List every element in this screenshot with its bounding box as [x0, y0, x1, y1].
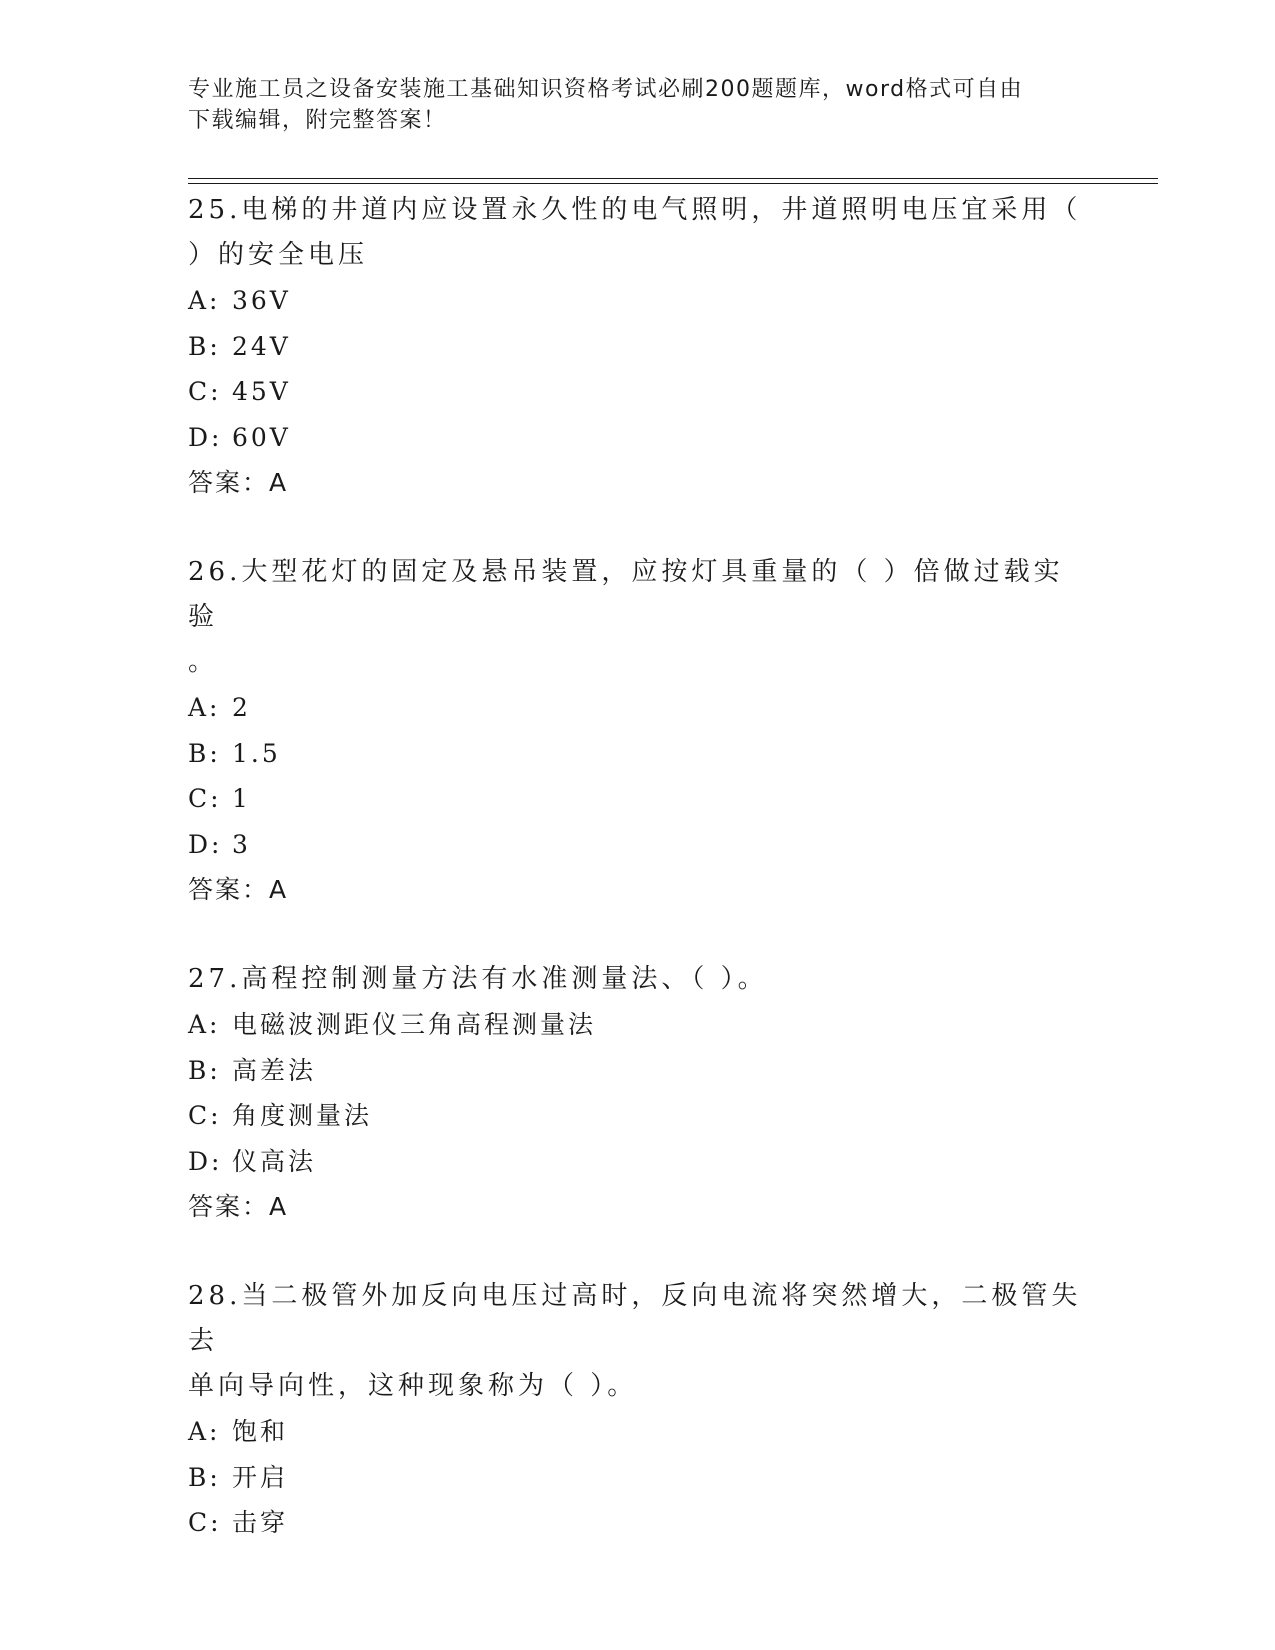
question-stem-cont: ）的安全电压 [188, 240, 369, 270]
question-stem: 25.电梯的井道内应设置永久性的电气照明，井道照明电压宜采用（ [188, 195, 1082, 225]
option-text: 高差法 [232, 1055, 317, 1085]
option-a [188, 278, 1088, 324]
option-text: 饱和 [232, 1417, 289, 1446]
option-text: 角度测量法 [232, 1101, 373, 1130]
option-text: 36V [232, 286, 291, 315]
option-text: 击穿 [232, 1508, 289, 1537]
option-key: A: [188, 286, 221, 315]
answer: 答案：A [188, 1192, 289, 1221]
option-d [188, 822, 1088, 868]
option-text: 1 [232, 784, 251, 813]
option-text: 电磁波测距仪三角高程测量法 [232, 1010, 597, 1039]
question-stem: 28.当二极管外加反向电压过高时，反向电流将突然增大，二极管失去 [188, 1281, 1082, 1356]
option-key: D: [188, 829, 223, 859]
option-c [188, 776, 1088, 822]
option-text: 3 [232, 829, 251, 859]
option-b [188, 1048, 1088, 1094]
header-divider-top [188, 178, 1158, 179]
option-key: A: [188, 1417, 221, 1446]
question-list [188, 188, 1088, 1546]
option-key: B: [188, 1055, 221, 1085]
answer: 答案：A [188, 875, 289, 904]
option-c [188, 1500, 1088, 1546]
header-line-1: 专业施工员之设备安装施工基础知识资格考试必刷200题题库，word格式可自由 [188, 77, 1024, 102]
option-c [188, 1093, 1088, 1139]
question-26 [188, 550, 1088, 912]
option-a [188, 1409, 1088, 1455]
option-a [188, 1002, 1088, 1048]
document-header [188, 74, 1088, 136]
option-text: 24V [232, 331, 291, 361]
option-b [188, 1455, 1088, 1501]
header-line-2: 下载编辑，附完整答案！ [188, 108, 447, 133]
option-a [188, 685, 1088, 731]
option-text: 开启 [232, 1462, 289, 1492]
option-key: C: [188, 784, 222, 813]
question-28 [188, 1274, 1088, 1546]
option-d [188, 415, 1088, 461]
option-c [188, 369, 1088, 415]
option-b [188, 324, 1088, 370]
question-stem-cont: 。 [188, 647, 219, 677]
option-key: C: [188, 377, 222, 406]
option-text: 60V [232, 422, 291, 452]
option-key: C: [188, 1508, 222, 1537]
option-key: A: [188, 693, 221, 722]
option-key: B: [188, 738, 221, 768]
option-d [188, 1139, 1088, 1185]
option-key: C: [188, 1101, 222, 1130]
question-27 [188, 957, 1088, 1229]
option-text: 2 [232, 693, 251, 722]
question-stem-cont: 单向导向性，这种现象称为（ ）。 [188, 1371, 638, 1401]
question-stem: 27.高程控制测量方法有水准测量法、（ ）。 [188, 964, 768, 994]
option-key: D: [188, 1146, 223, 1176]
option-b [188, 731, 1088, 777]
option-text: 45V [232, 377, 291, 406]
option-key: A: [188, 1010, 221, 1039]
question-stem: 26.大型花灯的固定及悬吊装置，应按灯具重量的（ ）倍做过载实验 [188, 557, 1064, 632]
option-text: 1.5 [232, 738, 281, 768]
option-key: D: [188, 422, 223, 452]
option-text: 仪高法 [232, 1146, 317, 1176]
option-key: B: [188, 1462, 221, 1492]
question-25 [188, 188, 1088, 505]
option-key: B: [188, 331, 221, 361]
header-divider-bottom [188, 183, 1158, 184]
answer: 答案：A [188, 468, 289, 497]
